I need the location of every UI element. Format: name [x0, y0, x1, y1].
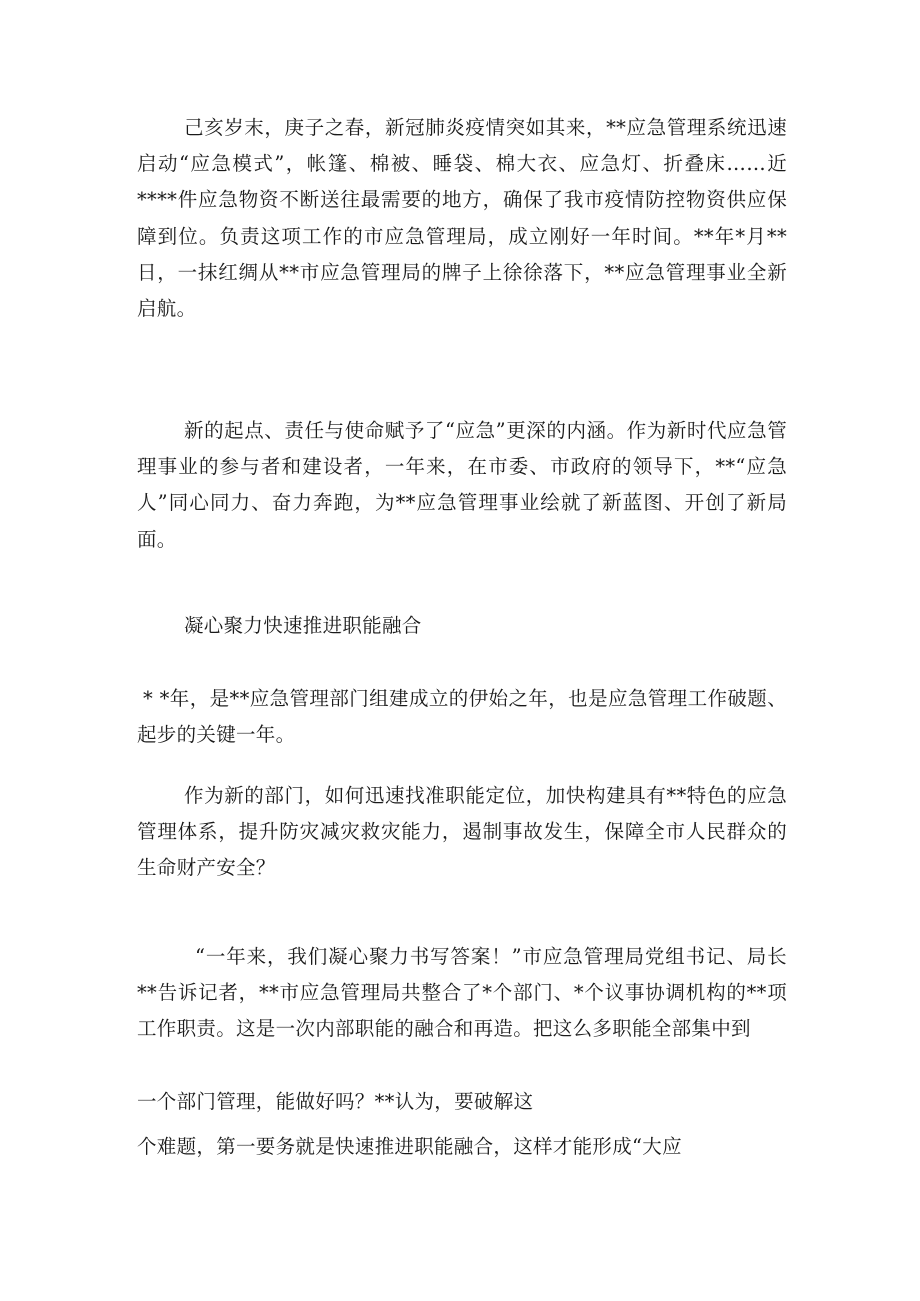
paragraph-new-starting-point: 新的起点、责任与使命赋予了“应急”更深的内涵。作为新时代应急管理事业的参与者和建设者，一年来，在市委、市政府的领导下，**“应急人”同心同力、奋力奔跑，为**应急管理事业绘就了新蓝图、开创了新局面。 — [137, 419, 787, 551]
trailing-line-1: 一个部门管理，能做好吗？**认为，要破解这 — [137, 1090, 534, 1113]
section-heading-function-integration: 凝心聚力快速推进职能融合 — [184, 614, 422, 637]
paragraph-epidemic-response: 己亥岁末，庚子之春，新冠肺炎疫情突如其来，**应急管理系统迅速启动“应急模式”，帐篷、棉被、睡袋、棉大衣、应急灯、折叠床……近****件应急物资不断送往最需要的地方，确保了我市疫情防控物资供应保障到位。负责这项工作的市应急管理局，成立刚好一年时间。**年*月**日，一抹红绸从**市应急管理局的牌子上徐徐落下，**应急管理事业全新启航。 — [137, 116, 787, 321]
trailing-line-2: 个难题，第一要务就是快速推进职能融合，这样才能形成“大应 — [137, 1135, 682, 1158]
paragraph-founding-year: * *年，是**应急管理部门组建成立的伊始之年，也是应急管理工作破题、起步的关键一年。 — [137, 687, 787, 747]
paragraph-new-department-question: 作为新的部门，如何迅速找准职能定位，加快构建具有**特色的应急管理体系，提升防灾减灾救灾能力，遏制事故发生，保障全市人民群众的生命财产安全？ — [137, 784, 787, 880]
paragraph-interview-quote: “一年来，我们凝心聚力书写答案！”市应急管理局党组书记、局长**告诉记者，**市应急管理局共整合了*个部门、*个议事协调机构的**项工作职责。这是一次内部职能的融合和再造。把这么多职能全部集中到 — [137, 945, 787, 1041]
